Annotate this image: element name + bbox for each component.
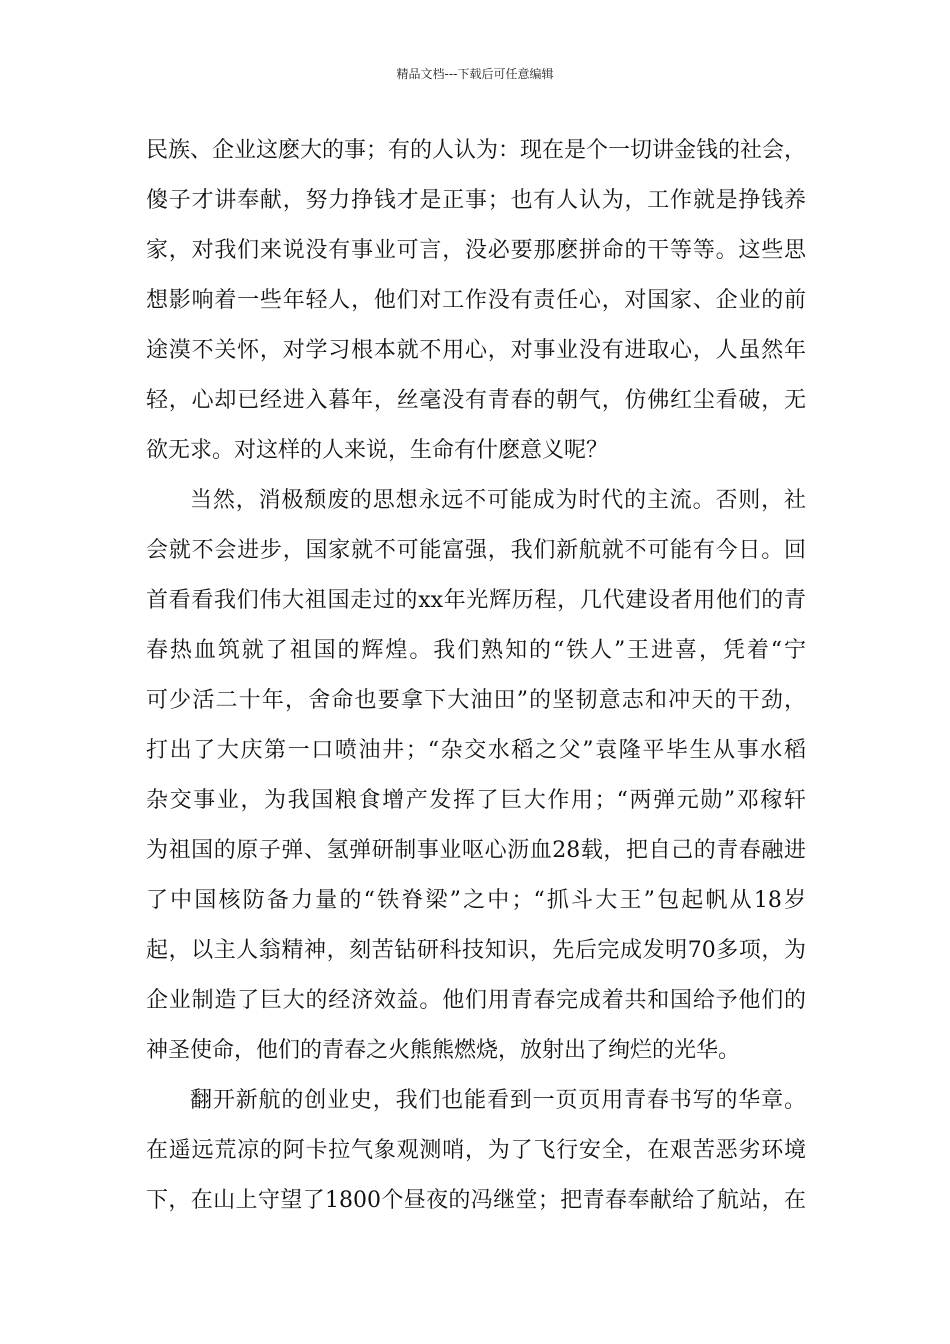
paragraph-line: 当然，消极颓废的思想永远不可能成为时代的主流。否则，社 xyxy=(190,488,806,513)
paragraph-line: 傻子才讲奉献，努力挣钱才是正事；也有人认为，工作就是挣钱养 xyxy=(146,188,806,213)
document-body xyxy=(146,126,806,1226)
paragraph-line: 想影响着一些年轻人，他们对工作没有责任心，对国家、企业的前 xyxy=(146,288,806,313)
paragraph-line: 春热血筑就了祖国的辉煌。我们熟知的“铁人”王进喜，凭着“宁 xyxy=(146,638,806,663)
paragraph-line: 了中国核防备力量的“铁脊梁”之中；“抓斗大王”包起帆从18岁 xyxy=(146,888,806,913)
paragraph-line: 企业制造了巨大的经济效益。他们用青春完成着共和国给予他们的 xyxy=(146,988,806,1013)
page-header: 精品文档---下载后可任意编辑 xyxy=(396,67,554,81)
paragraph-line: 会就不会进步，国家就不可能富强，我们新航就不可能有今日。回 xyxy=(146,538,806,563)
paragraph-line: 打出了大庆第一口喷油井；“杂交水稻之父”袁隆平毕生从事水稻 xyxy=(146,738,806,763)
paragraph-line: 杂交事业，为我国粮食增产发挥了巨大作用；“两弹元勋”邓稼轩 xyxy=(146,788,806,813)
paragraph-line: 翻开新航的创业史，我们也能看到一页页用青春书写的华章。 xyxy=(190,1088,806,1113)
paragraph-line: 民族、企业这麽大的事；有的人认为：现在是个一切讲金钱的社会， xyxy=(146,138,807,163)
paragraph-line: 下，在山上守望了1800个昼夜的冯继堂；把青春奉献给了航站，在 xyxy=(146,1188,806,1213)
paragraph-line: 神圣使命，他们的青春之火熊熊燃烧，放射出了绚烂的光华。 xyxy=(146,1038,741,1063)
paragraph-line: 起，以主人翁精神，刻苦钻研科技知识，先后完成发明70多项，为 xyxy=(146,938,806,963)
paragraph-line: 轻，心却已经进入暮年，丝毫没有青春的朝气，仿佛红尘看破，无 xyxy=(146,388,806,413)
paragraph-line: 家，对我们来说没有事业可言，没必要那麽拼命的干等等。这些思 xyxy=(146,238,806,263)
paragraph-line: 可少活二十年，舍命也要拿下大油田”的坚韧意志和冲天的干劲， xyxy=(146,688,806,713)
paragraph-line: 首看看我们伟大祖国走过的xx年光辉历程，几代建设者用他们的青 xyxy=(146,588,806,613)
paragraph-line: 欲无求。对这样的人来说，生命有什麽意义呢？ xyxy=(146,438,609,463)
paragraph-line: 途漠不关怀，对学习根本就不用心，对事业没有进取心，人虽然年 xyxy=(146,338,806,363)
paragraph-line: 在遥远荒凉的阿卡拉气象观测哨，为了飞行安全，在艰苦恶劣环境 xyxy=(146,1138,806,1163)
paragraph-line: 为祖国的原子弹、氢弹研制事业呕心沥血28载，把自己的青春融进 xyxy=(146,838,806,863)
